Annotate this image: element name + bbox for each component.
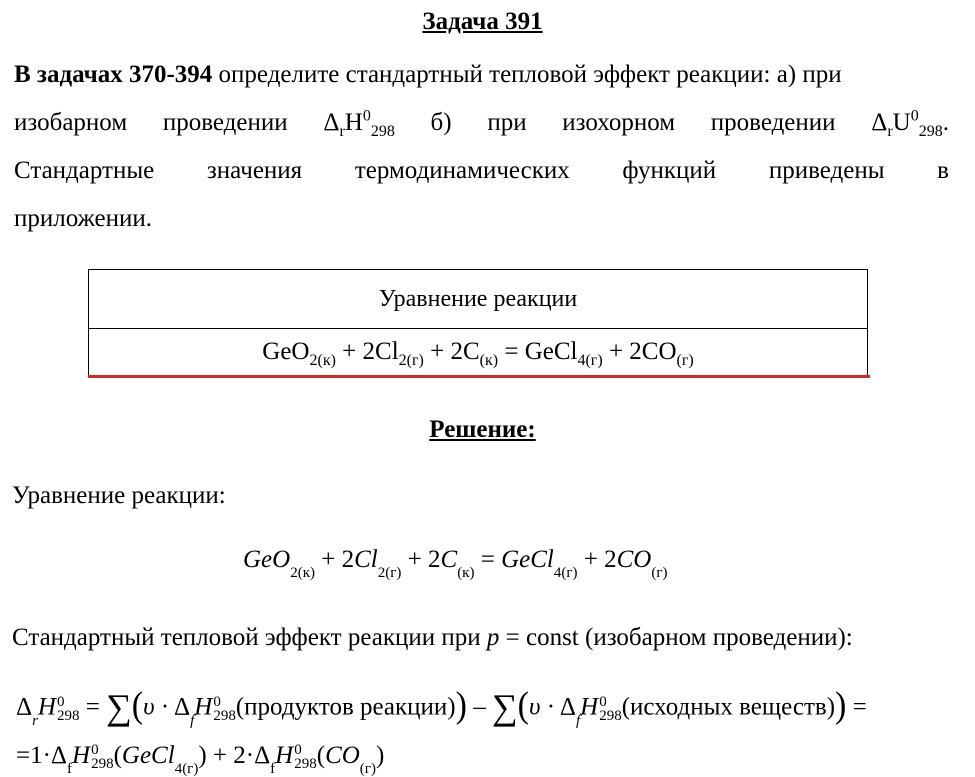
statement-line-3 [14, 147, 949, 195]
equation-rendered: $GeO_{2(к)} + 2Cl_{2(г)} + 2C_{(к)}$ = GeCl$_{4(г)}$ + $2CO_{(г)}$ [262, 338, 694, 369]
delta-u-symbol: $\Delta_rU^0_{298}$. [871, 107, 949, 140]
word: при [487, 109, 527, 136]
word: проведении [162, 109, 288, 136]
problem-title: Задача 391 [422, 8, 543, 35]
hess-formula: $\Delta_rH$ 0 298 = $\sum(\upsilon \cdot \Delta_fH$ 0 298 (продуктов реакции)) – $\sum(\upsilon \cdot \Delta_fH$ 0 298 (исходных веществ)) = [16, 685, 867, 729]
isobaric-label-pre: Стандартный тепловой эффект реакции при [12, 624, 481, 651]
cut-off-formula-line: $=1\cdot\Delta_fH$ 0 298 (GeCl$_{4(г)}$) + $2\cdot\Delta_fH$ 0 298 $(CO_{(г)})$ [16, 742, 385, 777]
word: б) [430, 109, 452, 136]
products-label: (продуктов реакции) [235, 693, 456, 721]
word: значения [206, 157, 303, 184]
reaction-formula: $GeO_{2(к)} + 2Cl_{2(г)} + 2C_{(к)}$ = GeCl$_{4(г)}$ + $2CO_{(г)}$ [243, 546, 668, 581]
reaction-label: Уравнение реакции: [12, 482, 226, 509]
red-underline [88, 375, 870, 378]
isobaric-label [12, 624, 853, 652]
word: приведены [768, 157, 885, 184]
reaction-table [88, 269, 868, 377]
statement-line-4: приложении. [14, 205, 153, 232]
table-header: Уравнение реакции [89, 270, 867, 329]
reactants-label: (исходных веществ) [621, 693, 836, 721]
delta-h-symbol: $\Delta_rH^0_{298}$ [323, 107, 395, 140]
solution-title: Решение: [429, 416, 536, 443]
word: термодинамических [354, 157, 570, 184]
pressure-var: p [486, 624, 500, 651]
word: Стандартные [14, 157, 155, 184]
statement-line-2 [14, 99, 949, 147]
word: изохорном [562, 109, 676, 136]
table-equation [89, 329, 867, 375]
problem-statement [14, 51, 949, 243]
isobaric-label-post: = const (изобарном проведении): [505, 624, 853, 651]
statement-line-1 [14, 51, 949, 99]
word: проведении [710, 109, 836, 136]
word: функций [622, 157, 717, 184]
statement-bold-lead: В задачах 370-394 [14, 61, 213, 88]
statement-line-1-rest: определите стандартный тепловой эффект реакции: а) при [218, 61, 842, 88]
word: в [937, 157, 949, 184]
word: изобарном [14, 109, 128, 136]
